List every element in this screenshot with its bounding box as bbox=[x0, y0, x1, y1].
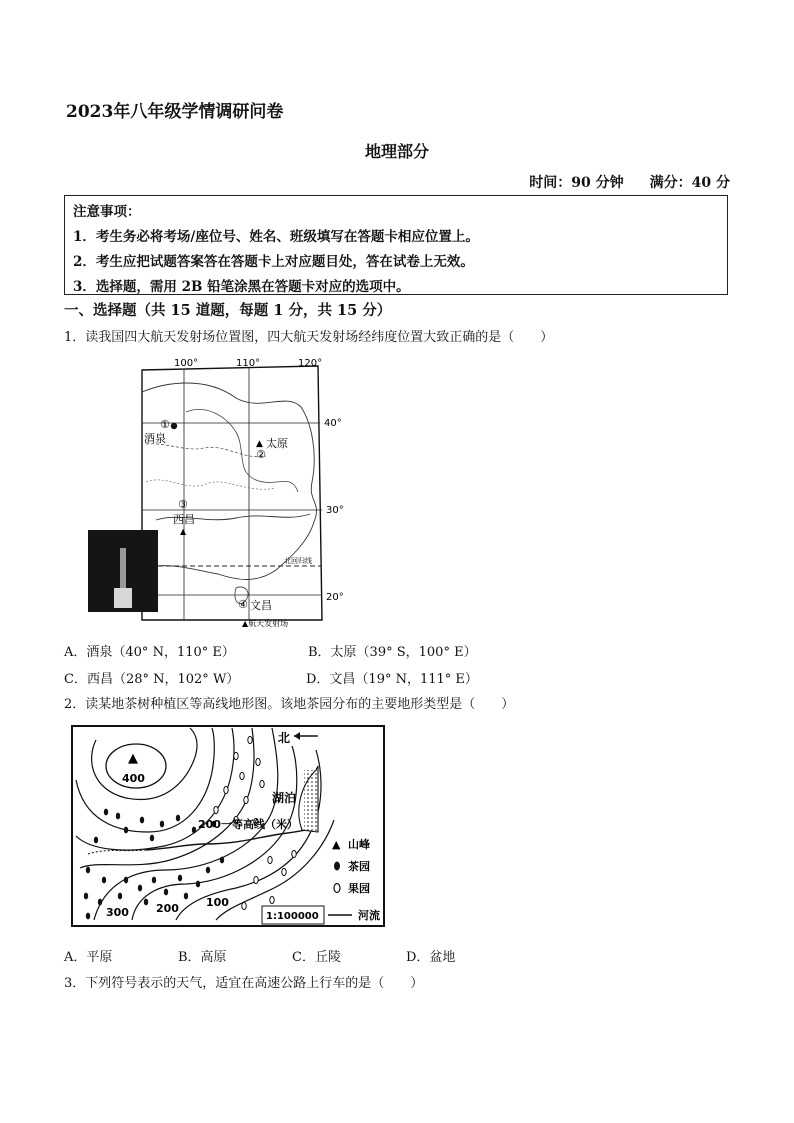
lat-label: 30° bbox=[326, 505, 344, 516]
contour-label: 300 bbox=[106, 906, 129, 919]
section-heading: 一、选择题（共 15 道题，每题 1 分，共 15 分） bbox=[64, 302, 392, 319]
site-name: 太原 bbox=[266, 437, 288, 450]
option-c: C．西昌（28° N，102° W） bbox=[64, 672, 240, 687]
question-stem: 1．读我国四大航天发射场位置图，四大航天发射场经纬度位置大致正确的是（ ） bbox=[64, 330, 554, 345]
notice-item: 1．考生务必将考场/座位号、姓名、班级填写在答题卡相应位置上。 bbox=[73, 229, 479, 245]
notice-item: 3．选择题，需用 2B 铅笔涂黑在答题卡对应的选项中。 bbox=[73, 279, 410, 295]
option-b: B．太原（39° S，100° E） bbox=[308, 645, 477, 660]
site-number: ① bbox=[160, 418, 170, 431]
legend-orchard: 果园 bbox=[348, 882, 370, 895]
page-title: 2023年八年级学情调研问卷 bbox=[66, 102, 284, 122]
triangle-icon: ▲ bbox=[128, 751, 138, 766]
option-b: B．高原 bbox=[178, 950, 227, 965]
lat-label: 20° bbox=[326, 592, 344, 603]
contour-map bbox=[66, 720, 442, 932]
site-name: 酒泉 bbox=[144, 432, 166, 445]
lon-label: 110° bbox=[236, 358, 261, 369]
notice-heading: 注意事项： bbox=[73, 204, 141, 220]
section-subtitle: 地理部分 bbox=[364, 142, 429, 161]
site-number: ③ bbox=[178, 498, 188, 511]
lake-fill bbox=[304, 770, 318, 832]
contour-line bbox=[76, 728, 214, 832]
site-number: ② bbox=[256, 448, 266, 461]
contour-label: 200 bbox=[156, 902, 179, 915]
question-stem: 2．读某地茶树种植区等高线地形图。该地茶园分布的主要地形类型是（ ） bbox=[64, 697, 515, 712]
legend-tea: 茶园 bbox=[348, 860, 370, 873]
lake-label: 湖泊 bbox=[272, 791, 297, 805]
river-line bbox=[146, 830, 306, 850]
exam-time: 时间：90 分钟 bbox=[529, 175, 624, 191]
boundary-line bbox=[142, 383, 317, 580]
valley-line bbox=[88, 850, 146, 854]
contour-line bbox=[80, 728, 254, 868]
lat-label: 40° bbox=[324, 418, 342, 429]
site-number: ④ bbox=[238, 598, 248, 611]
launch-site-marker bbox=[171, 423, 177, 429]
tropic-label: 北回归线 bbox=[284, 557, 312, 565]
filled-ellipse-icon bbox=[334, 862, 340, 871]
exam-info bbox=[503, 172, 730, 192]
legend-river: 河流 bbox=[358, 909, 380, 922]
triangle-icon: ▲ bbox=[332, 838, 341, 851]
exam-score: 满分：40 分 bbox=[649, 175, 730, 191]
triangle-icon: ▲ bbox=[256, 439, 263, 449]
scale-label: 1:100000 bbox=[266, 911, 319, 922]
map-legend: ▲航天发射场 bbox=[242, 619, 289, 628]
triangle-icon: ▲ bbox=[180, 527, 187, 536]
question-stem: 3．下列符号表示的天气，适宜在高速公路上行车的是（ ） bbox=[64, 976, 424, 991]
lon-label: 120° bbox=[298, 358, 323, 369]
notice-box bbox=[64, 195, 728, 295]
boundary-line bbox=[146, 480, 276, 489]
boundary-line bbox=[146, 444, 266, 457]
map-frame bbox=[142, 366, 322, 620]
site-name: 文昌 bbox=[250, 599, 272, 612]
site-name: 西昌 bbox=[173, 513, 195, 526]
notice-item: 2．考生应把试题答案答在答题卡上对应题目处，答在试卷上无效。 bbox=[73, 254, 474, 270]
option-d: D．盆地 bbox=[406, 950, 456, 965]
option-a: A．酒泉（40° N，110° E） bbox=[64, 645, 235, 660]
option-d: D．文昌（19° N，111° E） bbox=[306, 672, 478, 687]
hollow-ellipse-icon bbox=[334, 884, 340, 893]
north-label: 北 bbox=[278, 731, 291, 745]
launch-site-map bbox=[86, 352, 356, 634]
option-a: A．平原 bbox=[64, 950, 113, 965]
legend-peak: 山峰 bbox=[348, 838, 370, 851]
contour-line bbox=[92, 728, 197, 799]
contour-label: 100 bbox=[206, 896, 229, 909]
lon-label: 100° bbox=[174, 358, 199, 369]
contour-label: 400 bbox=[122, 772, 145, 785]
option-c: C．丘陵 bbox=[292, 950, 341, 965]
river-line bbox=[186, 409, 298, 492]
contour-line bbox=[176, 750, 321, 920]
legend-contour: 200一等高线（米） bbox=[198, 818, 298, 831]
rocket-exhaust-image bbox=[114, 588, 132, 608]
arrow-head-icon bbox=[294, 732, 300, 740]
